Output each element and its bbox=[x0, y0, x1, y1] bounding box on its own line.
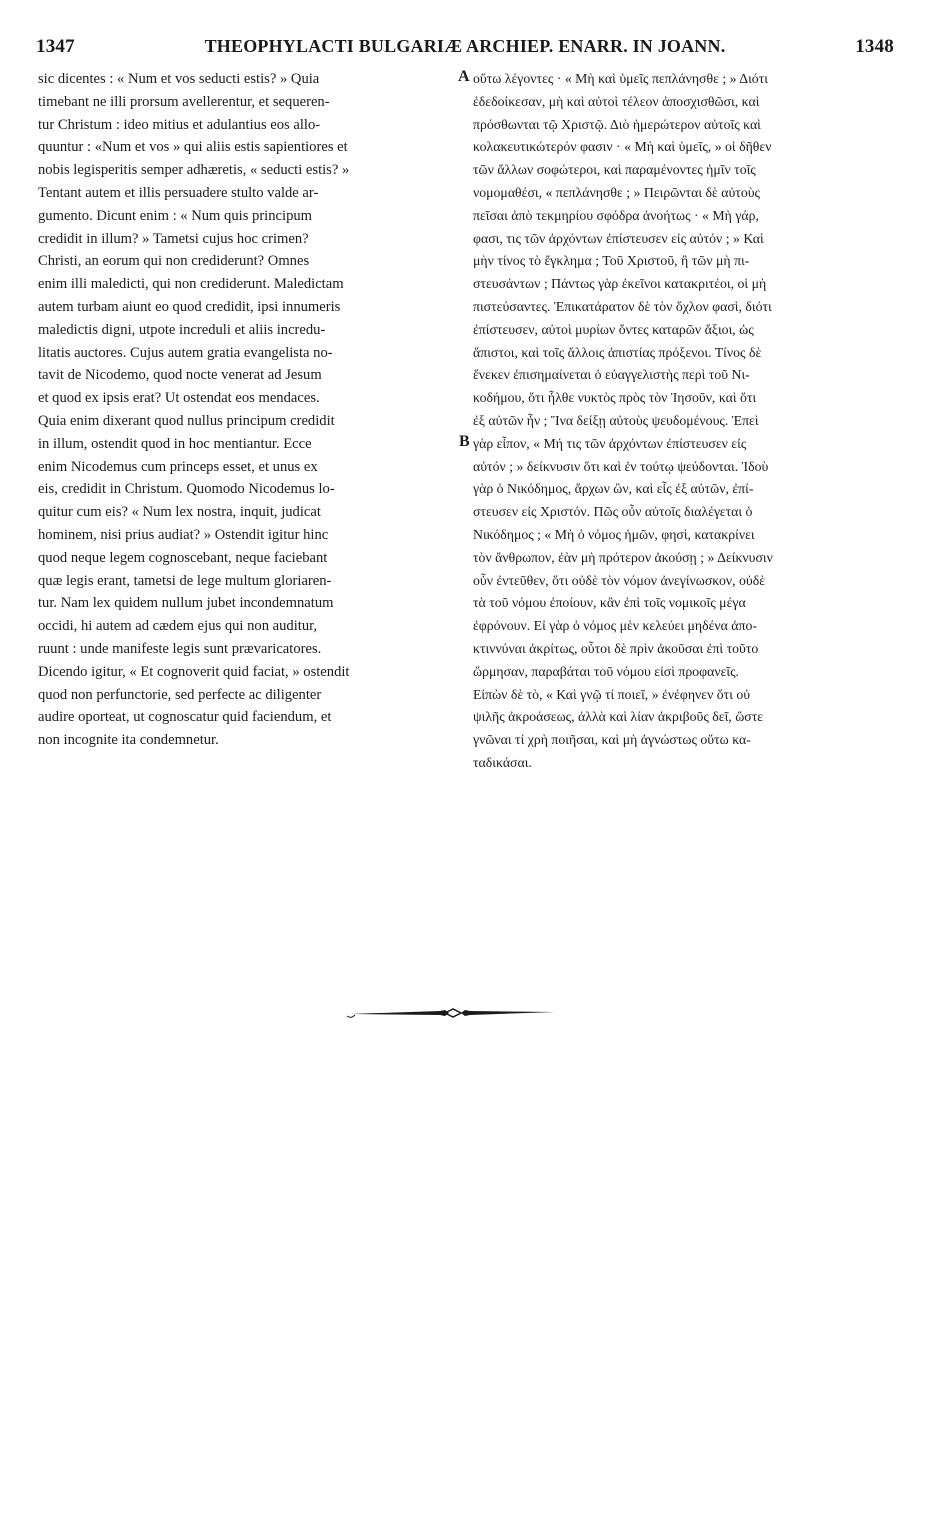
greek-text-line: φασι, τις τῶν ἀρχόντων ἐπίστευσεν εἰς αὐτόν ; » Καὶ bbox=[473, 230, 764, 246]
latin-text-line: quod non perfunctorie, sed perfecte ac diligenter bbox=[38, 686, 322, 703]
greek-text-line: μὴν τίνος τὸ ἔγκλημα ; Τοῦ Χριστοῦ, ἢ τῶν μὴ πι- bbox=[473, 253, 750, 269]
latin-text-line: et quod ex ipsis erat? Ut ostendat eos mendaces. bbox=[38, 390, 320, 407]
page-number-right: 1348 bbox=[855, 36, 894, 57]
greek-text-line: πιστεύσαντες. Ἐπικατάρατον δὲ τὸν ὄχλον φασὶ, διότι bbox=[473, 298, 772, 314]
latin-text-line: sic dicentes : « Num et vos seducti estis? » Quia bbox=[38, 71, 320, 87]
greek-text-line: οὖν ἐντεῦθεν, ὅτι οὐδὲ τὸν νόμον ἀνεγίνωσκον, οὐδὲ bbox=[473, 572, 766, 588]
latin-text-line: quod neque legem cognoscebant, neque faciebant bbox=[38, 549, 328, 566]
greek-text-line: ψιλῆς ἀκροάσεως, ἀλλὰ καὶ λίαν ἀκριβοῦς δεῖ, ὥστε bbox=[473, 709, 764, 725]
greek-text-line: γὰρ ὁ Νικόδημος, ἄρχων ὢν, καὶ εἷς ἐξ αὐτῶν, ἐπί- bbox=[473, 481, 754, 497]
page-number-left: 1347 bbox=[36, 36, 75, 57]
latin-text-line: hominem, nisi prius audiat? » Ostendit igitur hinc bbox=[38, 526, 329, 543]
latin-text-line: gumento. Dicunt enim : « Num quis principum bbox=[38, 207, 313, 224]
greek-text-line: τῶν ἄλλων σοφώτεροι, καὶ παραμένοντες ἡμῖν τοῖς bbox=[473, 162, 756, 178]
latin-text-line: Quia enim dixerant quod nullus principum credidit bbox=[38, 412, 335, 429]
latin-text-line: quitur cum eis? « Num lex nostra, inquit, judicat bbox=[38, 504, 321, 521]
greek-text-line: στευσεν εἰς Χριστόν. Πῶς οὖν αὐτοῖς διαλέγεται ὁ bbox=[473, 504, 753, 520]
latin-text-line: in illum, ostendit quod in hoc mentiantur. Ecce bbox=[38, 435, 312, 452]
latin-text-line: maledictis digni, utpote increduli et aliis incredu- bbox=[38, 321, 326, 338]
latin-text-line: quæ legis erant, tametsi de lege multum gloriaren- bbox=[38, 572, 332, 589]
section-marker-b: B bbox=[459, 433, 470, 450]
latin-text-line: credidit in illum? » Tametsi cujus hoc crimen? bbox=[38, 230, 309, 247]
greek-text-line: κοδήμου, ὅτι ἦλθε νυκτὸς πρὸς τὸν Ἰησοῦν, καὶ ὅτι bbox=[473, 390, 757, 406]
latin-text-line: eis, credidit in Christum. Quomodo Nicodemus lo- bbox=[38, 481, 335, 498]
greek-text-line: ἐφρόνουν. Εἰ γὰρ ὁ νόμος μὲν κελεύει μηδένα ἀπο- bbox=[473, 618, 757, 634]
greek-text-line: ἐπίστευσεν, αὐτοὶ μυρίων ὄντες καταρῶν ἄξιοι, ὡς bbox=[473, 321, 754, 337]
greek-text-line: κτιννύναι ἀκρίτως, οὗτοι δὲ πρὶν ἀκοῦσαι ἐπὶ τοῦτο bbox=[473, 640, 759, 656]
section-marker-a: A bbox=[458, 68, 470, 85]
ornamental-divider bbox=[345, 1006, 560, 1020]
latin-text-line: timebant ne illi prorsum avellerentur, et sequeren- bbox=[38, 93, 330, 110]
greek-text-line: πρόσθωνται τῷ Χριστῷ. Διὸ ἡμερώτερον αὐτοῖς καὶ bbox=[473, 116, 761, 132]
greek-column bbox=[473, 68, 891, 775]
running-title: THEOPHYLACTI BULGARIÆ ARCHIEP. ENARR. IN JOANN. bbox=[204, 36, 726, 56]
greek-text-line: ταδικάσαι. bbox=[473, 754, 532, 770]
greek-text-line: ὥρμησαν, παραβάται τοῦ νόμου εἰσὶ προφανεῖς. bbox=[473, 663, 740, 679]
greek-text-line: οὕτω λέγοντες · « Μὴ καὶ ὑμεῖς πεπλάνησθε ; » Διότι bbox=[473, 71, 768, 86]
greek-text-line: κολακευτικώτερόν φασιν · « Μὴ καὶ ὑμεῖς, » οἱ δῆθεν bbox=[473, 139, 772, 155]
greek-text-line: αὐτόν ; » δείκνυσιν ὅτι καὶ ἐν τούτῳ ψεύδονται. Ἰδοὺ bbox=[473, 458, 769, 474]
latin-text-line: occidi, hi autem ad cædem ejus qui non auditur, bbox=[38, 618, 318, 635]
greek-text-line: Εἰπὼν δὲ τὸ, « Καὶ γνῷ τί ποιεῖ, » ἐνέφηνεν ὅτι οὐ bbox=[473, 686, 751, 702]
greek-text-line: τὰ τοῦ νόμου ἐποίουν, κἂν ἐπὶ τοῖς νομικοῖς μέγα bbox=[473, 595, 746, 611]
greek-text-line: πεῖσαι ἀπὸ τεκμηρίου σφόδρα ἀνοήτως · « Μὴ γάρ, bbox=[473, 207, 759, 223]
greek-text-line: γὰρ εἶπον, « Μή τις τῶν ἀρχόντων ἐπίστευσεν εἰς bbox=[473, 435, 747, 451]
latin-text-line: tavit de Nicodemo, quod nocte venerat ad Jesum bbox=[38, 367, 322, 384]
latin-text-line: tur. Nam lex quidem nullum jubet incondemnatum bbox=[38, 595, 334, 612]
latin-text-line: audire oporteat, ut cognoscatur quid faciendum, et bbox=[38, 709, 332, 726]
greek-text-line: ἄπιστοι, καὶ τοῖς ἄλλοις ἀπιστίας πρόξενοι. Τίνος δὲ bbox=[473, 344, 762, 360]
greek-text-line: στευσάντων ; Πάντως γὰρ ἐκεῖνοι κατακριτέοι, οἱ μὴ bbox=[473, 276, 767, 292]
greek-text-line: γνῶναι τί χρὴ ποιῆσαι, καὶ μὴ ἀγνώστως οὕτω κα- bbox=[473, 732, 751, 748]
latin-text-line: Christi, an eorum qui non crediderunt? Omnes bbox=[38, 253, 310, 270]
latin-text-line: ruunt : unde manifeste legis sunt prævaricatores. bbox=[38, 640, 322, 657]
greek-text-line: νομομαθέσι, « πεπλάνησθε ; » Πειρῶνται δὲ αὐτοὺς bbox=[473, 184, 761, 200]
latin-text-line: non incognite ita condemnetur. bbox=[38, 732, 219, 749]
latin-text-line: enim Nicodemus cum princeps esset, et unus ex bbox=[38, 458, 318, 475]
latin-text-line: enim illi maledicti, qui non crediderunt. Maledictam bbox=[38, 276, 344, 293]
latin-text-line: autem turbam aiunt eo quod credidit, ipsi innumeris bbox=[38, 298, 341, 315]
page-header bbox=[36, 36, 894, 64]
greek-text-line: ἐδεδοίκεσαν, μὴ καὶ αὐτοὶ τέλεον ἀποσχισθῶσι, καὶ bbox=[473, 93, 760, 109]
greek-text-line: ἕνεκεν ἐπισημαίνεται ὁ εὐαγγελιστὴς περὶ τοῦ Νι- bbox=[473, 367, 750, 383]
latin-text-line: Tentant autem et illis persuadere stulto valde ar- bbox=[38, 184, 319, 201]
greek-text-line: ἐξ αὐτῶν ἦν ; Ἵνα δείξῃ αὐτοὺς ψευδομένους. Ἐπεὶ bbox=[473, 412, 759, 428]
latin-text-line: tur Christum : ideo mitius et adulantius eos allo- bbox=[38, 116, 321, 133]
greek-text-line: Νικόδημος ; « Μὴ ὁ νόμος ἡμῶν, φησὶ, κατακρίνει bbox=[473, 526, 755, 542]
latin-text-line: nobis legisperitis semper adhæretis, « seducti estis? » bbox=[38, 162, 350, 179]
latin-text-line: quuntur : «Num et vos » qui aliis estis sapientiores et bbox=[38, 139, 348, 156]
latin-column bbox=[38, 68, 453, 752]
latin-text-line: Dicendo igitur, « Et cognoverit quid faciat, » ostendit bbox=[38, 663, 350, 680]
latin-text-line: litatis auctores. Cujus autem gratia evangelista no- bbox=[38, 344, 333, 361]
greek-text-line: τὸν ἄνθρωπον, ἐὰν μὴ πρότερον ἀκούσῃ ; » Δείκνυσιν bbox=[473, 549, 773, 565]
